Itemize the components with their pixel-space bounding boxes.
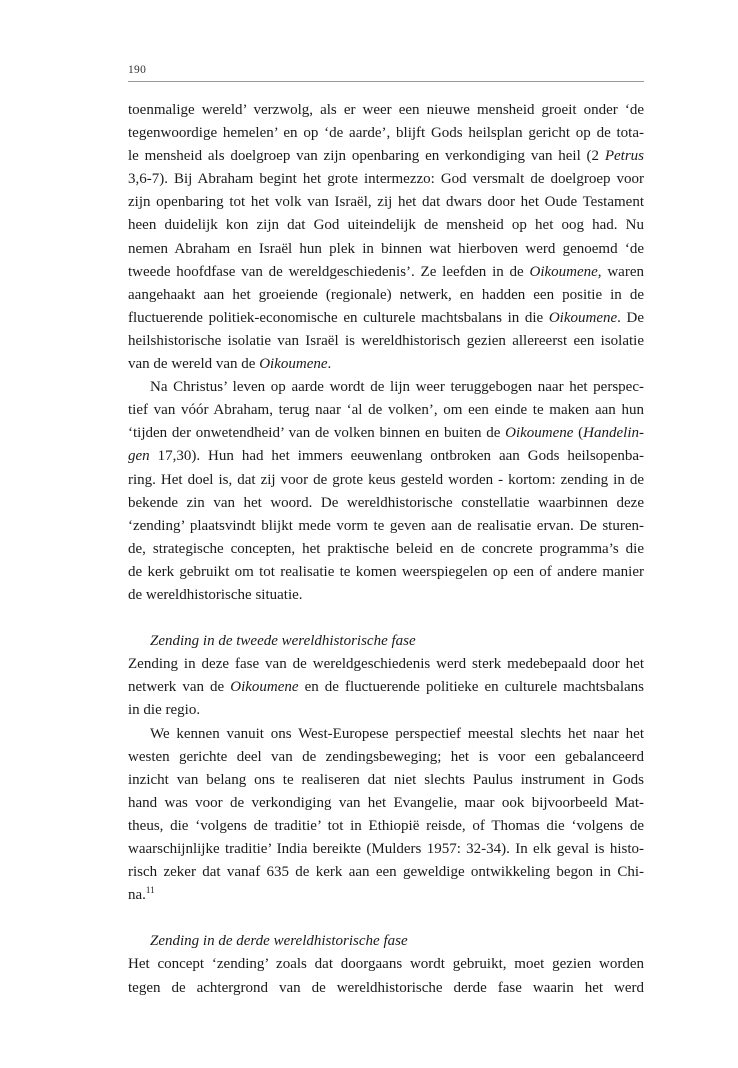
text-run: tief van vóór Abraham, terug naar ‘al de volken’, om een einde te maken aan hun xyxy=(128,402,644,419)
text-line xyxy=(128,838,644,861)
italic-text: Oikoumene xyxy=(529,263,598,280)
paragraph-3 xyxy=(128,653,644,722)
text-run: toenmalige wereld’ verzwolg, als er weer een nieuwe mensheid groeit onder ‘de xyxy=(128,102,644,118)
text-run: . De xyxy=(617,309,644,326)
text-run: en de fluctuerende politieke en culturele machtsbalans xyxy=(298,679,644,696)
text-run: risch zeker dat vanaf 635 de kerk aan een geweldige ontwikkeling begon in Chi- xyxy=(128,864,644,881)
text-line xyxy=(128,977,644,1000)
text-line xyxy=(128,746,644,769)
text-line xyxy=(128,191,644,214)
text-run: nemen Abraham en Israël hun plek in binnen wat hierboven werd genoemd ‘de xyxy=(128,240,644,257)
text-line xyxy=(128,676,644,699)
text-line xyxy=(128,769,644,792)
text-line xyxy=(128,469,644,492)
italic-text: Oikoumene xyxy=(259,356,328,373)
text-line xyxy=(128,815,644,838)
text-run: fluctuerende politiek-economische en culturele machtsbalans in die xyxy=(128,309,549,326)
italic-text: Oikoumene xyxy=(505,425,574,442)
text-run: inzicht van belang ons te realiseren dat niet slechts Paulus instrument in Gods xyxy=(128,771,644,788)
paragraph-4 xyxy=(128,723,644,908)
text-run: tegenwoordige hemelen’ en op ‘de aarde’, blijft Gods heilsplan gericht op de tota- xyxy=(128,125,644,142)
text-run: bekende zin van het woord. De wereldhistorische constellatie waarbinnen deze xyxy=(128,494,644,511)
text-run: 17,30). Hun had het immers eeuwenlang ontbroken aan Gods heilsopenba- xyxy=(149,448,644,465)
text-line xyxy=(128,515,644,538)
text-line xyxy=(128,445,644,468)
section-heading-third-phase: Zending in de derde wereldhistorische fase xyxy=(150,933,408,950)
text-run: westen gerichte deel van de zendingsbeweging; het is voor een gebalanceerd xyxy=(128,748,644,765)
text-line xyxy=(128,238,644,261)
text-line xyxy=(128,792,644,815)
text-line xyxy=(128,561,644,584)
text-run: We kennen vanuit ons West-Europese perspectief meestal slechts het naar het xyxy=(150,725,644,742)
text-line xyxy=(128,653,644,676)
text-line xyxy=(128,261,644,284)
text-run: in die regio. xyxy=(128,702,201,719)
page-number: 190 xyxy=(128,64,147,76)
text-line xyxy=(128,284,644,307)
italic-text: Oikoumene xyxy=(548,309,618,326)
text-run: heilshistorische isolatie van Israël is wereldhistorisch gezien allereerst een isolatie xyxy=(128,332,644,349)
text-run: 3,6-7). Bij Abraham begint het grote intermezzo: God versmalt de doelgroep voor xyxy=(128,171,644,188)
italic-text: Handelin- xyxy=(583,425,644,442)
text-line xyxy=(128,699,644,722)
text-line xyxy=(128,492,644,515)
text-line xyxy=(128,861,644,884)
text-run: theus, die ‘volgens de traditie’ tot in Ethiopië reisde, of Thomas die ‘volgens de xyxy=(128,817,644,834)
text-run: na. xyxy=(128,887,146,904)
text-run: van de wereld van de xyxy=(128,356,260,373)
text-line xyxy=(128,330,644,353)
text-run: de wereldhistorische situatie. xyxy=(128,586,303,603)
text-run: de, strategische concepten, het praktische beleid en de concrete programma’s die xyxy=(128,540,644,557)
text-run: hand was voor de verkondiging van het Evangelie, maar ook bijvoorbeeld Mat- xyxy=(128,794,644,811)
footnote-ref: 11 xyxy=(145,885,155,896)
text-line xyxy=(128,953,644,976)
text-line xyxy=(128,353,644,376)
running-header xyxy=(128,60,644,82)
text-line xyxy=(128,399,644,422)
text-run: , waren xyxy=(597,263,644,280)
section-gap xyxy=(128,607,644,630)
text-line xyxy=(128,538,644,561)
section-heading-second-phase: Zending in de tweede wereldhistorische fase xyxy=(150,633,416,650)
text-line xyxy=(128,145,644,168)
text-line xyxy=(128,584,644,607)
text-run: Na Christus’ leven op aarde wordt de lijn weer teruggebogen naar het perspec- xyxy=(150,379,644,396)
text-run: . xyxy=(327,356,332,373)
text-run: ring. Het doel is, dat zij voor de grote keus gesteld worden - kortom: zending in de xyxy=(128,471,644,488)
text-run: le mensheid als doelgroep van zijn openbaring en verkondiging van heil (2 xyxy=(128,148,605,165)
section-gap xyxy=(128,907,644,930)
text-line xyxy=(128,884,644,907)
italic-text: gen xyxy=(128,448,150,465)
text-run: ‘zending’ plaatsvindt blijkt mede vorm te geven aan de realisatie ervan. De sturen- xyxy=(128,517,644,534)
text-run: zijn openbaring tot het volk van Israël, zij het dat dwars door het Oude Testament xyxy=(128,194,644,211)
text-run: Het concept ‘zending’ zoals dat doorgaans wordt gebruikt, moet gezien worden xyxy=(128,956,644,973)
text-run: ‘tijden der onwetendheid’ van de volken binnen en buiten de xyxy=(128,425,506,442)
text-line xyxy=(128,376,644,399)
paragraph-1 xyxy=(128,99,644,376)
text-line xyxy=(128,723,644,746)
text-line xyxy=(128,422,644,445)
text-line xyxy=(128,168,644,191)
italic-text: Petrus xyxy=(604,148,644,165)
paragraph-2 xyxy=(128,376,644,607)
text-run: netwerk van de xyxy=(128,679,231,696)
italic-text: Oikoumene xyxy=(230,679,299,696)
text-line xyxy=(128,214,644,237)
text-run: Zending in deze fase van de wereldgeschiedenis werd sterk medebepaald door het xyxy=(128,656,644,673)
text-line xyxy=(128,99,644,122)
text-run: tegen de achtergrond van de wereldhistorische derde fase waarin het werd xyxy=(128,979,644,996)
text-run: tweede hoofdfase van de wereldgeschiedenis’. Ze leefden in de xyxy=(128,263,530,280)
paragraph-5 xyxy=(128,953,644,999)
text-run: aangehaakt aan het groeiende (regionale) netwerk, en hadden een positie in de xyxy=(128,286,644,303)
text-run: heen duidelijk kon zijn dat God uiteindelijk de mensheid op het oog had. Nu xyxy=(128,217,644,234)
body-text xyxy=(128,99,644,1000)
text-run: ( xyxy=(573,425,584,442)
text-line xyxy=(128,307,644,330)
text-run: waarschijnlijke traditie’ India bereikte (Mulders 1957: 32-34). In elk geval is histo- xyxy=(128,841,644,857)
text-run: de kerk gebruikt om tot realisatie te komen weerspiegelen op een of andere manier xyxy=(128,563,644,580)
text-line xyxy=(128,122,644,145)
